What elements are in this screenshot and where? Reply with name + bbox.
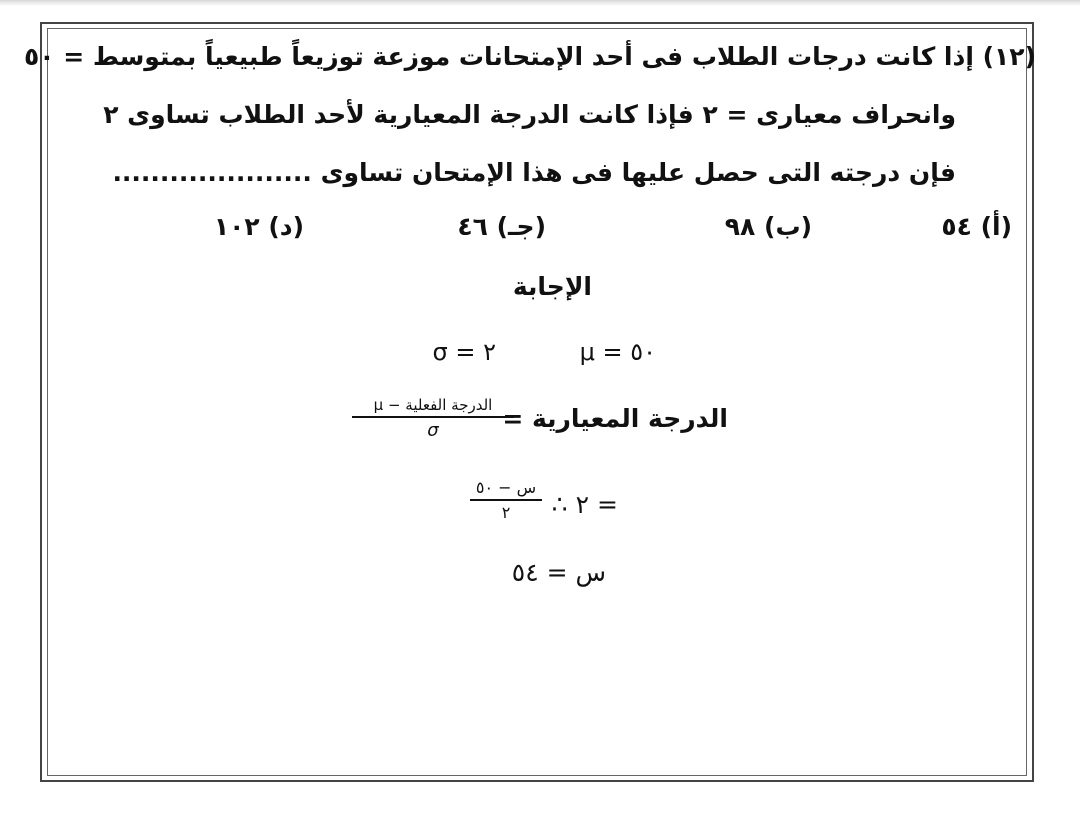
substitution-numerator: س − ٥٠: [475, 478, 537, 497]
question-line-2: وانحراف معيارى = ٢ فإذا كانت الدرجة المعيارية لأحد الطلاب تساوى ٢: [103, 100, 956, 129]
substitution-fraction: [470, 478, 542, 522]
sigma-equation: σ = ٢: [432, 338, 496, 366]
option-c: (جـ) ٤٦: [457, 212, 546, 241]
option-a: (أ) ٥٤: [941, 212, 1012, 241]
therefore-equation: ∴ ٢ =: [551, 490, 618, 519]
inner-border: [47, 28, 1027, 776]
fraction-numerator: الدرجة الفعلية − μ: [373, 396, 493, 414]
substitution-bar: [470, 499, 542, 501]
question-line-3: فإن درجته التى حصل عليها فى هذا الإمتحان تساوى .....................: [112, 158, 956, 187]
standard-score-fraction: [352, 396, 514, 441]
substitution-denominator: ٢: [501, 503, 511, 522]
standard-score-label: الدرجة المعيارية =: [502, 404, 728, 433]
answer-heading: الإجابة: [512, 272, 592, 301]
question-line-1: (١٢) إذا كانت درجات الطلاب فى أحد الإمتحانات موزعة توزيعاً طبيعياً بمتوسط = ٥٠: [24, 42, 1036, 71]
option-b: (ب) ٩٨: [724, 212, 812, 241]
fraction-denominator: σ: [427, 420, 439, 441]
fraction-bar: [352, 416, 514, 418]
mu-equation: μ = ٥٠: [579, 338, 656, 366]
result-equation: س = ٥٤: [511, 558, 606, 587]
option-d: (د) ١٠٢: [213, 212, 304, 241]
top-edge-shadow: [0, 0, 1080, 6]
